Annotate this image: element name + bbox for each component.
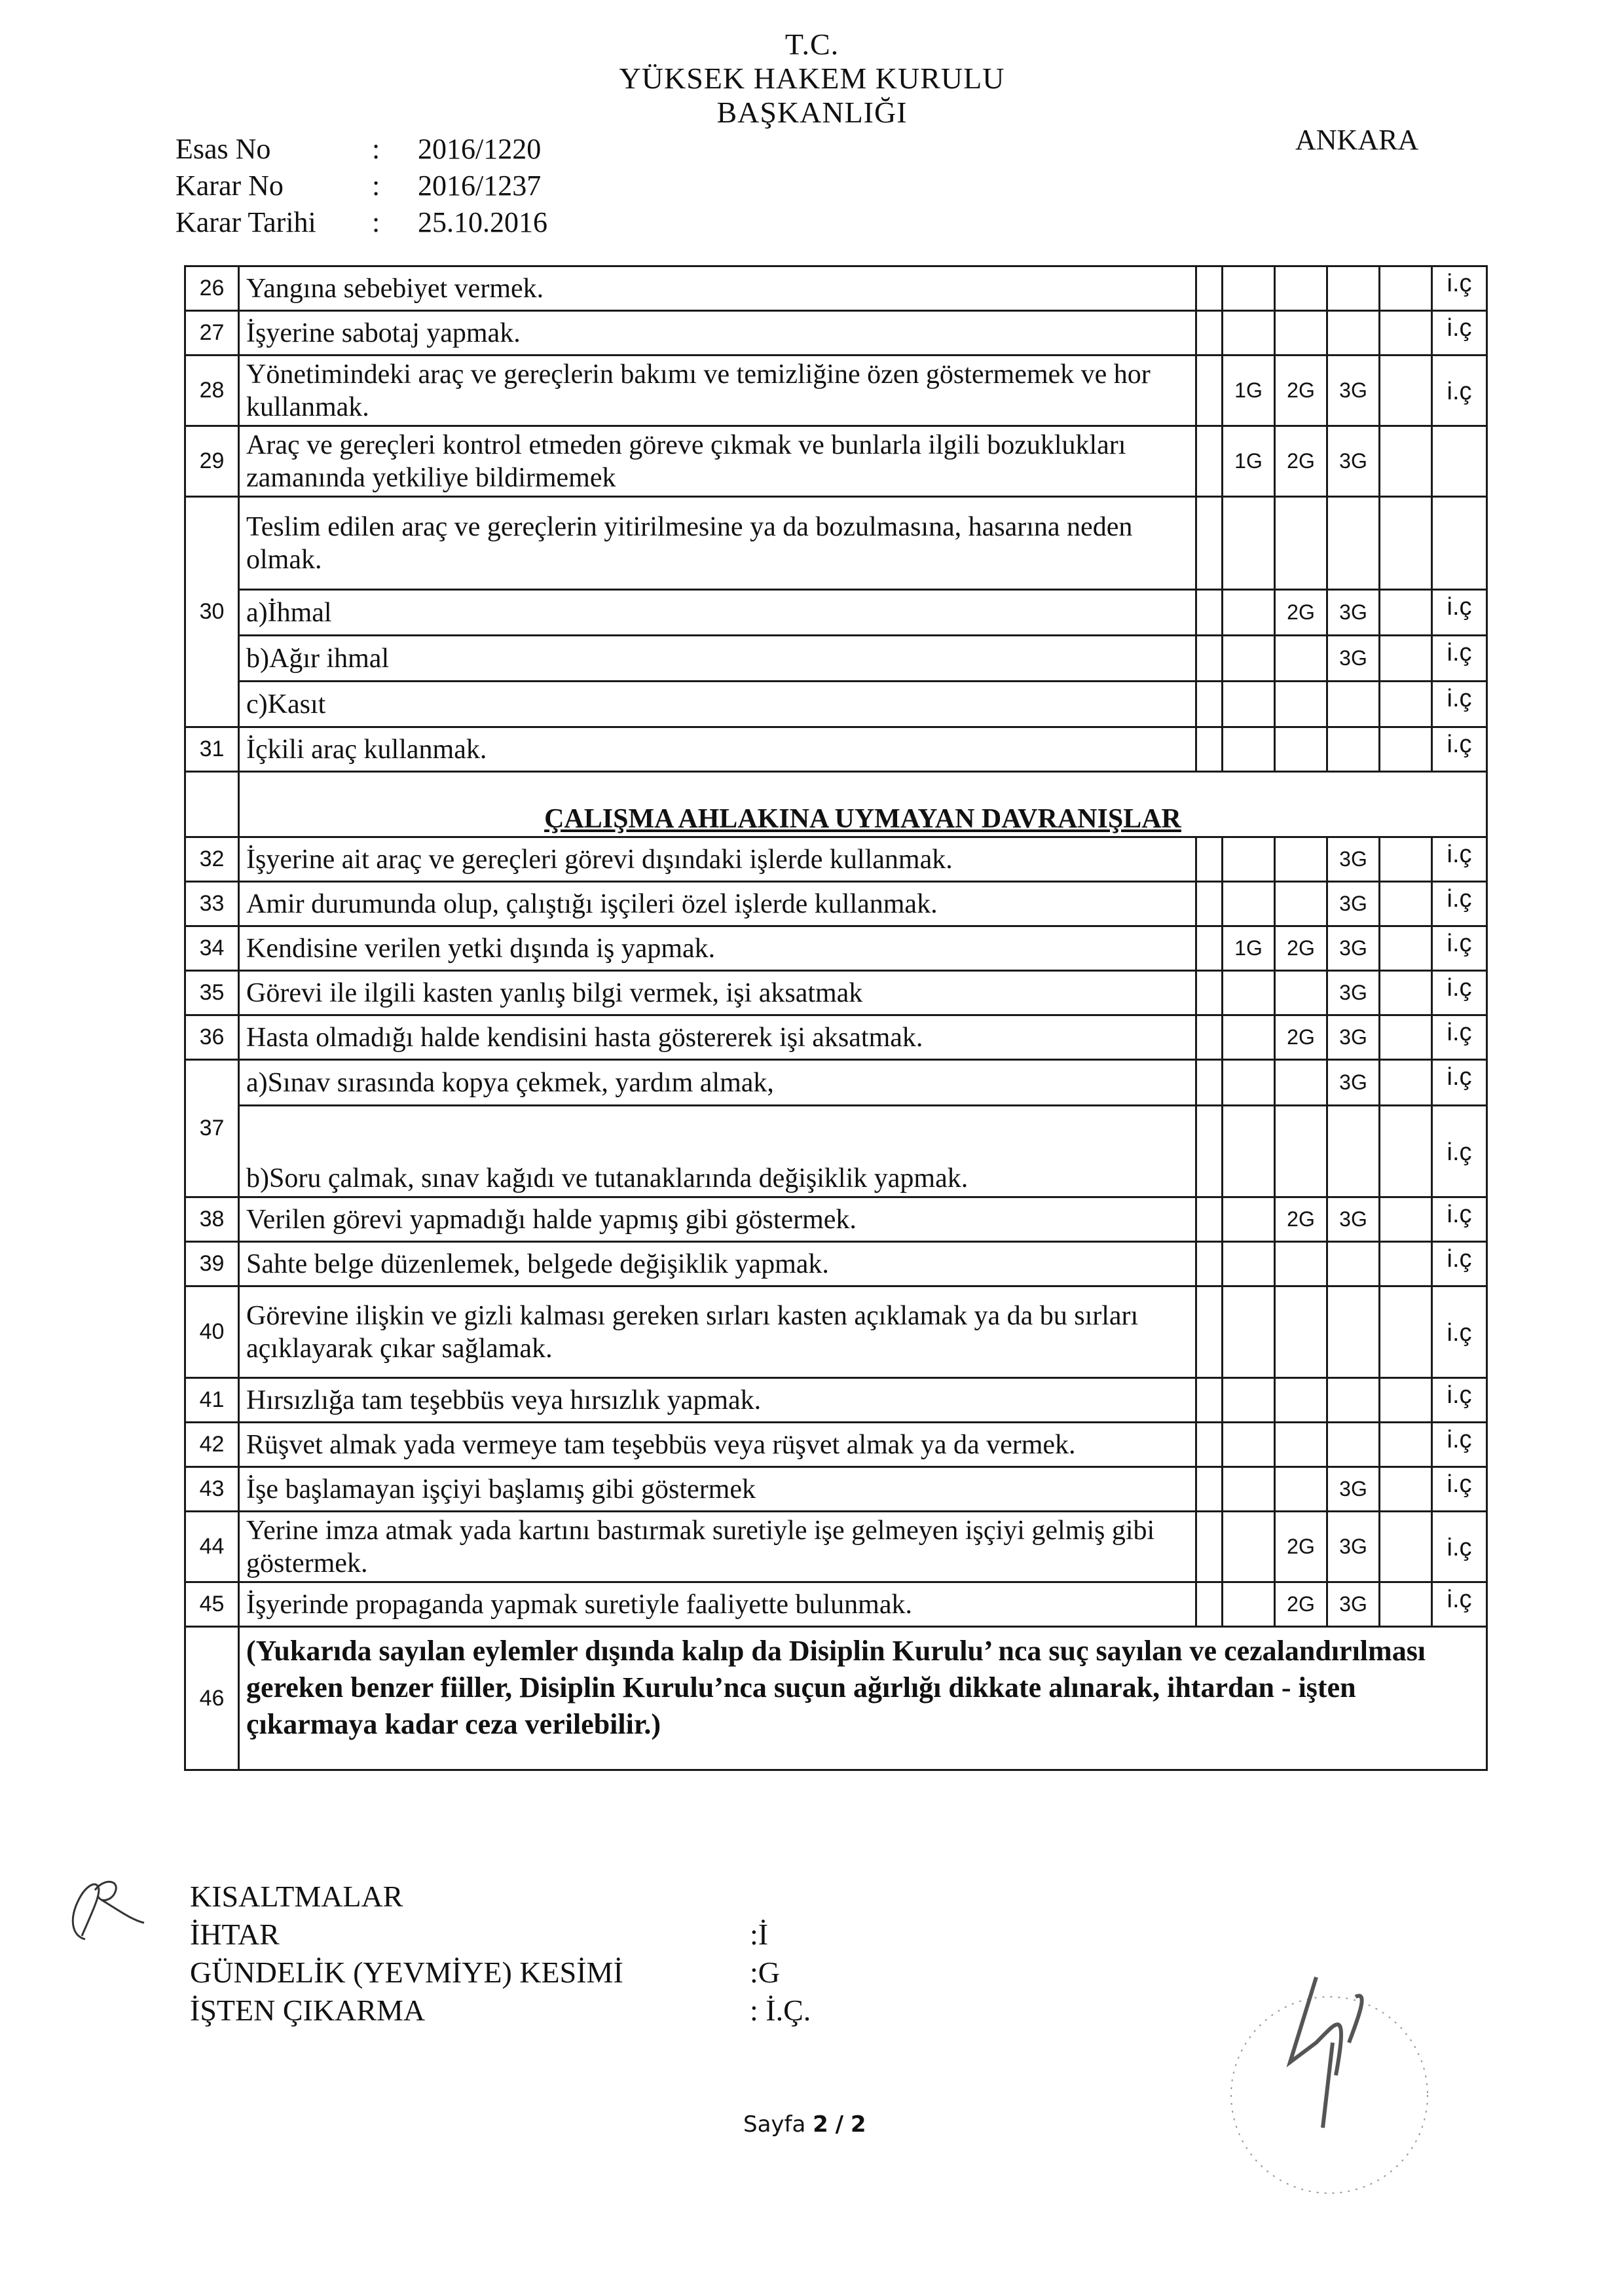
table-row [185, 1378, 1487, 1423]
penalty-dismissal-cell [1432, 426, 1487, 497]
meta-value: 2016/1220 [418, 133, 542, 165]
case-metadata [175, 131, 547, 241]
table-row [185, 1582, 1487, 1627]
meta-value: 2016/1237 [418, 170, 542, 202]
penalty-2g-cell [1275, 682, 1327, 727]
subrow-description: a)İhmal [239, 590, 1196, 636]
row-number: 45 [185, 1582, 239, 1627]
table-row [185, 1197, 1487, 1242]
row-number: 26 [185, 266, 239, 311]
penalty-1g-cell [1223, 1015, 1275, 1060]
abbreviation-code: :G [750, 1956, 780, 1989]
penalty-2g-cell: 2G [1275, 1582, 1327, 1627]
penalty-dismissal-cell: i.ç [1432, 837, 1487, 882]
subrow-description: a)Sınav sırasında kopya çekmek, yardım almak, [239, 1060, 1196, 1106]
penalty-dismissal-cell: i.ç [1432, 1060, 1487, 1106]
row-number: 34 [185, 926, 239, 971]
penalty-2g-cell: 2G [1275, 426, 1327, 497]
row-description: İşyerine ait araç ve gereçleri görevi dışındaki işlerde kullanmak. [239, 837, 1196, 882]
blank-cell [1380, 682, 1432, 727]
blank-cell [1196, 636, 1223, 682]
penalty-3g-cell: 3G [1327, 590, 1380, 636]
penalty-2g-cell [1275, 1286, 1327, 1378]
row-description: Sahte belge düzenlemek, belgede değişiklik yapmak. [239, 1242, 1196, 1286]
penalty-3g-cell [1327, 682, 1380, 727]
penalty-1g-cell: 1G [1223, 926, 1275, 971]
row-number: 33 [185, 882, 239, 926]
penalty-3g-cell [1327, 1423, 1380, 1467]
row-description: Araç ve gereçleri kontrol etmeden göreve çıkmak ve bunlarla ilgili bozuklukları zamanında yetkiliye bildirmemek [239, 426, 1196, 497]
section-header-row [185, 772, 1487, 837]
penalty-3g-cell [1327, 266, 1380, 311]
penalty-2g-cell [1275, 1242, 1327, 1286]
page-number: 2 [813, 2111, 828, 2138]
table-row [185, 1015, 1487, 1060]
penalty-3g-cell: 3G [1327, 1015, 1380, 1060]
table-row [185, 727, 1487, 772]
penalty-1g-cell [1223, 682, 1275, 727]
table-subrow [185, 682, 1487, 727]
row-description: Rüşvet almak yada vermeye tam teşebbüs veya rüşvet almak ya da vermek. [239, 1423, 1196, 1467]
abbreviations-title: KISALTMALAR [190, 1880, 403, 1913]
blank-cell [1196, 727, 1223, 772]
penalty-1g-cell [1223, 311, 1275, 355]
penalty-2g-cell [1275, 1060, 1327, 1106]
row-description: Görevi ile ilgili kasten yanlış bilgi vermek, işi aksatmak [239, 971, 1196, 1015]
page-label: Sayfa [743, 2111, 806, 2138]
penalty-dismissal-cell: i.ç [1432, 1582, 1487, 1627]
penalty-dismissal-cell: i.ç [1432, 1378, 1487, 1423]
handwritten-initial-icon [65, 1874, 151, 1946]
row-description: Yönetimindeki araç ve gereçlerin bakımı ve temizliğine özen göstermemek ve hor kullanmak. [239, 355, 1196, 426]
abbreviation-code: :İ [750, 1918, 769, 1951]
penalty-dismissal-cell: i.ç [1432, 1467, 1487, 1512]
row-description: Amir durumunda olup, çalıştığı işçileri özel işlerde kullanmak. [239, 882, 1196, 926]
penalty-3g-cell [1327, 1242, 1380, 1286]
row-number: 46 [185, 1627, 239, 1770]
blank-cell [1196, 1060, 1223, 1106]
penalty-dismissal-cell: i.ç [1432, 636, 1487, 682]
meta-separator: : [372, 170, 380, 202]
blank-cell [1196, 1015, 1223, 1060]
blank-cell [1380, 1197, 1432, 1242]
penalty-3g-cell [1327, 311, 1380, 355]
row-number: 32 [185, 837, 239, 882]
abbreviation-item [190, 1916, 811, 1954]
blank-cell [1380, 837, 1432, 882]
penalty-1g-cell [1223, 1242, 1275, 1286]
meta-separator: : [372, 206, 380, 238]
penalty-3g-cell: 3G [1327, 882, 1380, 926]
penalty-2g-cell: 2G [1275, 1512, 1327, 1582]
meta-row-esas [175, 131, 547, 168]
table-row [185, 882, 1487, 926]
meta-separator: : [372, 133, 380, 165]
row-description: Verilen görevi yapmadığı halde yapmış gibi göstermek. [239, 1197, 1196, 1242]
abbreviation-code: : İ.Ç. [750, 1994, 811, 2027]
subrow-description: b)Soru çalmak, sınav kağıdı ve tutanaklarında değişiklik yapmak. [239, 1106, 1196, 1197]
meta-row-tarih [175, 204, 547, 241]
penalty-3g-cell: 3G [1327, 1467, 1380, 1512]
row-number: 44 [185, 1512, 239, 1582]
row-number: 31 [185, 727, 239, 772]
abbreviation-term: İHTAR [190, 1918, 280, 1951]
row-number: 37 [185, 1060, 239, 1197]
penalty-2g-cell [1275, 311, 1327, 355]
table-row [185, 1286, 1487, 1378]
penalty-2g-cell: 2G [1275, 1015, 1327, 1060]
blank-cell [1380, 1512, 1432, 1582]
penalty-dismissal-cell: i.ç [1432, 311, 1487, 355]
row-number: 29 [185, 426, 239, 497]
blank-cell [1196, 1242, 1223, 1286]
penalty-table-body [185, 266, 1487, 1770]
abbreviation-term: GÜNDELİK (YEVMİYE) KESİMİ [190, 1956, 623, 1989]
penalty-2g-cell [1275, 266, 1327, 311]
penalty-3g-cell: 3G [1327, 1197, 1380, 1242]
row-description: Teslim edilen araç ve gereçlerin yitirilmesine ya da bozulmasına, hasarına neden olmak. [239, 497, 1196, 590]
subrow-description: b)Ağır ihmal [239, 636, 1196, 682]
penalty-dismissal-cell: i.ç [1432, 682, 1487, 727]
blank-cell [1380, 266, 1432, 311]
row-description: İçkili araç kullanmak. [239, 727, 1196, 772]
row-description: İşyerinde propaganda yapmak suretiyle faaliyette bulunmak. [239, 1582, 1196, 1627]
blank-cell [1380, 497, 1432, 590]
blank-cell [1275, 497, 1327, 590]
penalty-dismissal-cell: i.ç [1432, 1197, 1487, 1242]
blank-cell [1196, 1378, 1223, 1423]
penalty-2g-cell [1275, 727, 1327, 772]
meta-label: Karar Tarihi [175, 206, 316, 238]
table-row [185, 971, 1487, 1015]
table-row [185, 837, 1487, 882]
row-number: 28 [185, 355, 239, 426]
penalty-2g-cell: 2G [1275, 590, 1327, 636]
penalty-3g-cell: 3G [1327, 926, 1380, 971]
table-subrow [185, 590, 1487, 636]
penalty-table [184, 265, 1488, 1771]
row-number: 42 [185, 1423, 239, 1467]
page-footer [743, 2111, 866, 2138]
penalty-3g-cell [1327, 1286, 1380, 1378]
penalty-dismissal-cell: i.ç [1432, 971, 1487, 1015]
blank-cell [1196, 355, 1223, 426]
blank-cell [1380, 1242, 1432, 1286]
penalty-2g-cell [1275, 837, 1327, 882]
blank-cell [1196, 1286, 1223, 1378]
row-number: 40 [185, 1286, 239, 1378]
blank-cell [1196, 426, 1223, 497]
table-subrow [185, 1060, 1487, 1106]
blank-cell [1380, 311, 1432, 355]
penalty-3g-cell: 3G [1327, 1060, 1380, 1106]
penalty-dismissal-cell: i.ç [1432, 1512, 1487, 1582]
blank-cell [1380, 1378, 1432, 1423]
penalty-dismissal-cell: i.ç [1432, 1106, 1487, 1197]
row-description: Hırsızlığa tam teşebbüs veya hırsızlık yapmak. [239, 1378, 1196, 1423]
penalty-dismissal-cell: i.ç [1432, 266, 1487, 311]
penalty-1g-cell [1223, 1286, 1275, 1378]
blank-cell [1196, 1582, 1223, 1627]
abbreviation-term: İŞTEN ÇIKARMA [190, 1994, 426, 2027]
table-row [185, 266, 1487, 311]
penalty-3g-cell: 3G [1327, 426, 1380, 497]
blank-cell [1380, 1015, 1432, 1060]
page-separator: / [835, 2111, 844, 2138]
row-number: 36 [185, 1015, 239, 1060]
penalty-2g-cell: 2G [1275, 926, 1327, 971]
penalty-2g-cell [1275, 1423, 1327, 1467]
blank-cell [1380, 1286, 1432, 1378]
blank-cell [1380, 1423, 1432, 1467]
penalty-3g-cell: 3G [1327, 971, 1380, 1015]
blank-cell [1196, 1197, 1223, 1242]
meta-value: 25.10.2016 [418, 206, 547, 238]
row-number: 41 [185, 1378, 239, 1423]
header-country: T.C. [784, 27, 840, 61]
penalty-dismissal-cell: i.ç [1432, 1286, 1487, 1378]
penalty-1g-cell: 1G [1223, 426, 1275, 497]
blank-cell [1432, 497, 1487, 590]
row-number: 35 [185, 971, 239, 1015]
blank-cell [1380, 426, 1432, 497]
penalty-1g-cell [1223, 1106, 1275, 1197]
meta-row-karar [175, 168, 547, 204]
table-row-group-header [185, 497, 1487, 590]
blank-cell [1196, 837, 1223, 882]
penalty-2g-cell [1275, 882, 1327, 926]
row-description: Yerine imza atmak yada kartını bastırmak suretiyle işe gelmeyen işçiyi gelmiş gibi göstermek. [239, 1512, 1196, 1582]
penalty-1g-cell [1223, 1197, 1275, 1242]
penalty-1g-cell [1223, 837, 1275, 882]
blank-cell [1380, 1060, 1432, 1106]
table-row [185, 355, 1487, 426]
abbreviations-block [190, 1878, 811, 2030]
penalty-dismissal-cell: i.ç [1432, 1015, 1487, 1060]
header-organization: YÜKSEK HAKEM KURULU [619, 62, 1005, 95]
table-note-row [185, 1627, 1487, 1770]
meta-label: Karar No [175, 170, 284, 202]
table-row [185, 426, 1487, 497]
penalty-2g-cell [1275, 1106, 1327, 1197]
table-subrow [185, 1106, 1487, 1197]
blank-cell [1223, 497, 1275, 590]
penalty-3g-cell: 3G [1327, 355, 1380, 426]
signature-stamp-icon [1218, 1964, 1441, 2213]
penalty-3g-cell: 3G [1327, 636, 1380, 682]
blank-cell [1380, 1467, 1432, 1512]
blank-cell [1380, 590, 1432, 636]
note-text: (Yukarıda sayılan eylemler dışında kalıp da Disiplin Kurulu’ nca suç sayılan ve cezalandırılması gereken benzer fiiller, Disiplin Kurulu’nca suçun ağırlığı dikkate alınarak, ihtardan - işten çıkarmaya kadar ceza verilebilir.) [239, 1627, 1487, 1770]
blank-cell [1196, 971, 1223, 1015]
row-description: Kendisine verilen yetki dışında iş yapmak. [239, 926, 1196, 971]
penalty-2g-cell [1275, 971, 1327, 1015]
row-description: İşe başlamayan işçiyi başlamış gibi göstermek [239, 1467, 1196, 1512]
row-number: 27 [185, 311, 239, 355]
row-number: 38 [185, 1197, 239, 1242]
penalty-1g-cell [1223, 1467, 1275, 1512]
blank-cell [1327, 497, 1380, 590]
blank-cell [1196, 497, 1223, 590]
row-description: Görevine ilişkin ve gizli kalması gereken sırları kasten açıklamak ya da bu sırları açıklayarak çıkar sağlamak. [239, 1286, 1196, 1378]
penalty-dismissal-cell: i.ç [1432, 882, 1487, 926]
blank-cell [1380, 636, 1432, 682]
table-row [185, 1467, 1487, 1512]
blank-cell [1380, 926, 1432, 971]
row-number: 30 [185, 497, 239, 727]
blank-cell [1196, 682, 1223, 727]
page-total: 2 [850, 2111, 866, 2138]
penalty-1g-cell [1223, 590, 1275, 636]
penalty-dismissal-cell: i.ç [1432, 355, 1487, 426]
table-row [185, 1242, 1487, 1286]
blank-cell [1196, 926, 1223, 971]
penalty-dismissal-cell: i.ç [1432, 590, 1487, 636]
penalty-3g-cell: 3G [1327, 1582, 1380, 1627]
row-description: İşyerine sabotaj yapmak. [239, 311, 1196, 355]
blank-cell [1380, 971, 1432, 1015]
header-department: BAŞKANLIĞI [716, 96, 908, 129]
penalty-2g-cell [1275, 1378, 1327, 1423]
penalty-1g-cell: 1G [1223, 355, 1275, 426]
table-subrow [185, 636, 1487, 682]
penalty-1g-cell [1223, 727, 1275, 772]
penalty-1g-cell [1223, 1378, 1275, 1423]
penalty-dismissal-cell: i.ç [1432, 1242, 1487, 1286]
penalty-1g-cell [1223, 1060, 1275, 1106]
penalty-2g-cell: 2G [1275, 355, 1327, 426]
penalty-3g-cell: 3G [1327, 1512, 1380, 1582]
header-city: ANKARA [1295, 124, 1419, 156]
blank-cell [1196, 1467, 1223, 1512]
section-title: ÇALIŞMA AHLAKINA UYMAYAN DAVRANIŞLAR [239, 772, 1487, 837]
table-row [185, 1423, 1487, 1467]
blank-cell [1380, 355, 1432, 426]
penalty-1g-cell [1223, 266, 1275, 311]
blank-cell [1196, 311, 1223, 355]
penalty-dismissal-cell: i.ç [1432, 727, 1487, 772]
penalty-3g-cell [1327, 1378, 1380, 1423]
blank-cell [1380, 727, 1432, 772]
row-description: Hasta olmadığı halde kendisini hasta göstererek işi aksatmak. [239, 1015, 1196, 1060]
row-number: 43 [185, 1467, 239, 1512]
penalty-3g-cell [1327, 1106, 1380, 1197]
penalty-3g-cell [1327, 727, 1380, 772]
blank-cell [1380, 1582, 1432, 1627]
blank-cell [1380, 1106, 1432, 1197]
penalty-1g-cell [1223, 971, 1275, 1015]
blank-cell [1380, 882, 1432, 926]
penalty-dismissal-cell: i.ç [1432, 1423, 1487, 1467]
meta-label: Esas No [175, 133, 271, 165]
penalty-2g-cell: 2G [1275, 1197, 1327, 1242]
blank-cell [1196, 590, 1223, 636]
blank-cell [185, 772, 239, 837]
penalty-2g-cell [1275, 636, 1327, 682]
table-row [185, 1512, 1487, 1582]
subrow-description: c)Kasıt [239, 682, 1196, 727]
blank-cell [1196, 882, 1223, 926]
penalty-1g-cell [1223, 1582, 1275, 1627]
penalty-1g-cell [1223, 636, 1275, 682]
abbreviation-item [190, 1954, 811, 1992]
penalty-dismissal-cell: i.ç [1432, 926, 1487, 971]
penalty-1g-cell [1223, 1423, 1275, 1467]
penalty-1g-cell [1223, 1512, 1275, 1582]
table-row [185, 311, 1487, 355]
penalty-2g-cell [1275, 1467, 1327, 1512]
penalty-1g-cell [1223, 882, 1275, 926]
row-description: Yangına sebebiyet vermek. [239, 266, 1196, 311]
abbreviation-item [190, 1992, 811, 2030]
blank-cell [1196, 1512, 1223, 1582]
blank-cell [1196, 1423, 1223, 1467]
blank-cell [1196, 266, 1223, 311]
table-row [185, 926, 1487, 971]
blank-cell [1196, 1106, 1223, 1197]
penalty-3g-cell: 3G [1327, 837, 1380, 882]
row-number: 39 [185, 1242, 239, 1286]
